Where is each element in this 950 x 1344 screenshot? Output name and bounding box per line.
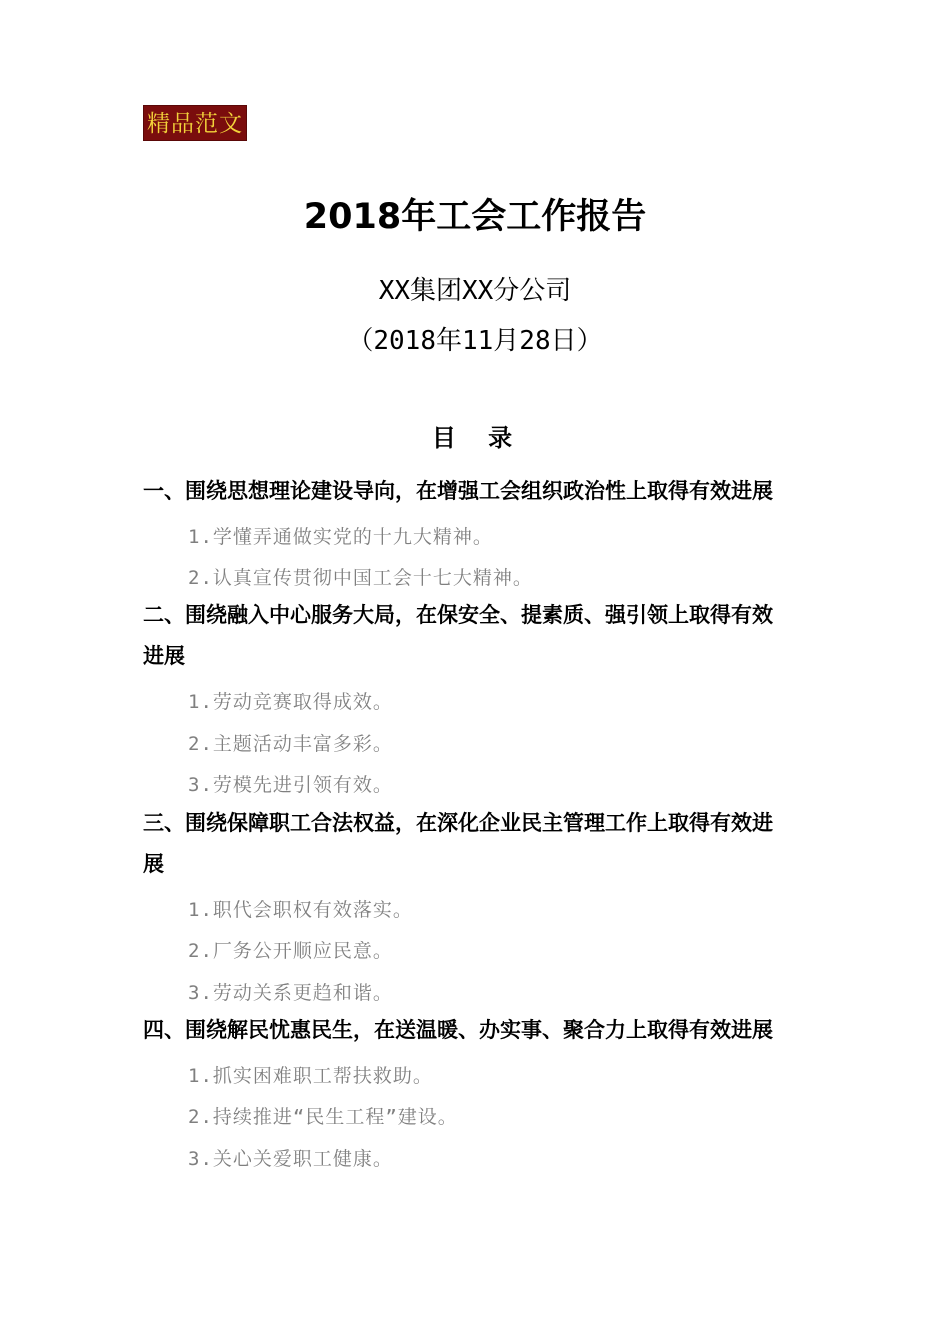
toc-item: 3.劳动关系更趋和谐。: [188, 982, 393, 1004]
toc-section-2: 二、围绕融入中心服务大局，在保安全、提素质、强引领上取得有效: [143, 603, 773, 627]
report-date: （2018年11月28日）: [347, 326, 603, 356]
toc-section-4: 四、围绕解民忧惠民生，在送温暖、办实事、聚合力上取得有效进展: [143, 1018, 773, 1042]
toc-item: 2.认真宣传贯彻中国工会十七大精神。: [188, 567, 533, 589]
toc-section-3: 三、围绕保障职工合法权益，在深化企业民主管理工作上取得有效进: [143, 811, 773, 835]
toc-item: 3.关心关爱职工健康。: [188, 1148, 393, 1170]
toc-item: 3.劳模先进引领有效。: [188, 774, 393, 796]
toc-section-2-continued: 进展: [143, 644, 185, 668]
toc-item: 1.学懂弄通做实党的十九大精神。: [188, 526, 493, 548]
toc-item: 2.主题活动丰富多彩。: [188, 733, 393, 755]
toc-item: 2.持续推进“民生工程”建设。: [188, 1106, 458, 1128]
toc-heading: 目 录: [431, 424, 525, 452]
toc-item: 2.厂务公开顺应民意。: [188, 940, 393, 962]
company-name: XX集团XX分公司: [378, 276, 572, 306]
toc-item: 1.劳动竞赛取得成效。: [188, 691, 393, 713]
quality-badge: 精品范文: [143, 105, 247, 141]
toc-item: 1.抓实困难职工帮扶救助。: [188, 1065, 433, 1087]
toc-item: 1.职代会职权有效落实。: [188, 899, 413, 921]
toc-section-1: 一、围绕思想理论建设导向，在增强工会组织政治性上取得有效进展: [143, 479, 773, 503]
toc-section-3-continued: 展: [143, 852, 164, 876]
document-title: 2018年工会工作报告: [303, 197, 647, 237]
